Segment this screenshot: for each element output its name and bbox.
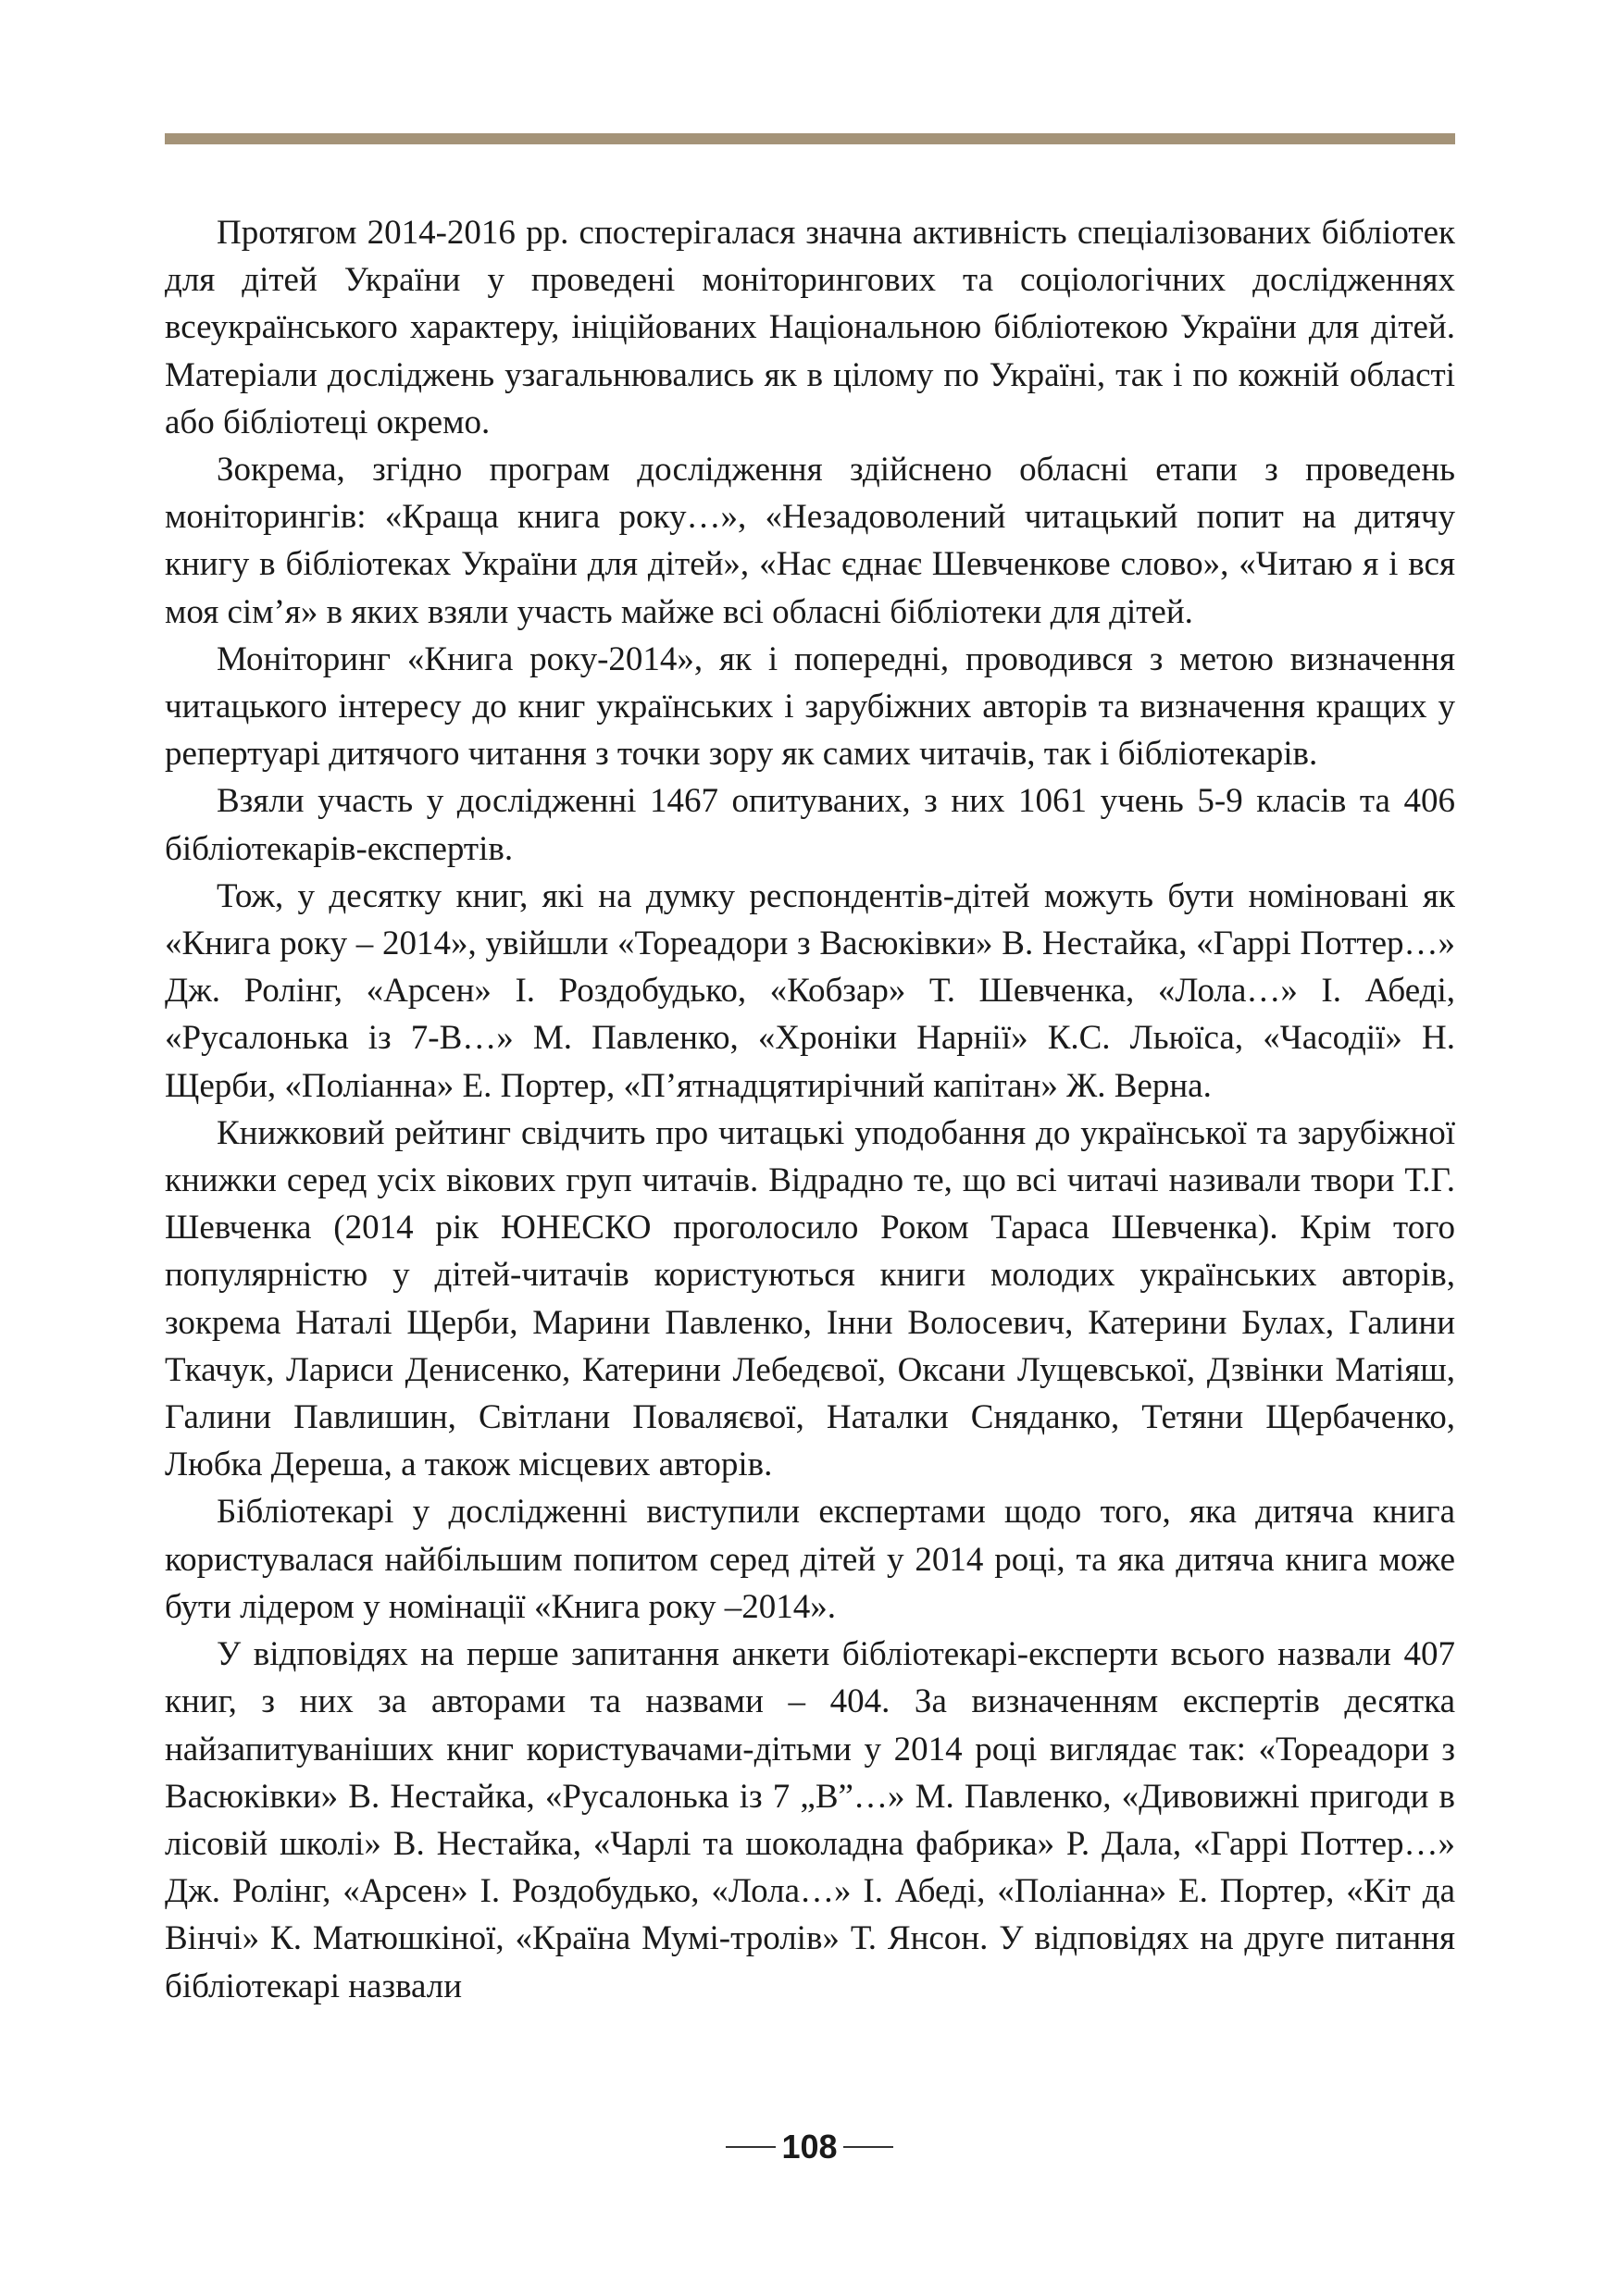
paragraph-4: Взяли участь у дослідженні 1467 опитуваних, з них 1061 учень 5-9 класів та 406 бібліотекарів-експертів. — [165, 782, 1455, 868]
footer-dash-right — [843, 2146, 893, 2148]
paragraph-3: Моніторинг «Книга року-2014», як і попередні, проводився з метою визначення читацького інтересу до книг українських і зарубіжних авторів та визначення кращих у репертуарі дитячого читання з точки зору як самих читачів, так і бібліотекарів. — [165, 639, 1455, 774]
paragraph-1: Протягом 2014-2016 рр. спостерігалася значна активність спеціалізованих бібліотек для дітей України у проведені моніторингових та соціологічних дослідженнях всеукраїнського характеру, ініційованих Національною бібліотекою України для дітей. Матеріали досліджень узагальнювались як в цілому по Україні, так і по кожній області або бібліотеці окремо. — [165, 214, 1455, 441]
paragraph-7: Бібліотекарі у дослідженні виступили експертами щодо того, яка дитяча книга користувалася найбільшим попитом серед дітей у 2014 році, та яка дитяча книга може бути лідером у номінації «Книга року –2014». — [165, 1493, 1455, 1626]
paragraph-5: Тож, у десятку книг, які на думку респондентів-дітей можуть бути номіновані як «Книга року – 2014», увійшли «Тореадори з Васюківки» В. Нестайка, «Гаррі Поттер…» Дж. Ролінг, «Арсен» І. Роздобудько, «Кобзар» Т. Шевченка, «Лола…» І. Абеді, «Русалонька із 7-В…» М. Павленко, «Хроніки Нарнії» К.С. Льюїса, «Часодії» Н. Щерби, «Поліанна» Е. Портер, «П’ятнадцятирічний капітан» Ж. Верна. — [165, 876, 1455, 1105]
header-rule — [165, 133, 1455, 144]
page-footer — [0, 2124, 1619, 2170]
paragraph-2: Зокрема, згідно програм дослідження здійснено обласні етапи з проведень моніторингів: «Краща книга року…», «Незадоволений читацький попит на дитячу книгу в бібліотеках України для дітей», «Нас єднає Шевченкове слово», «Читаю я і вся моя сім’я» в яких взяли участь майже всі обласні бібліотеки для дітей. — [165, 451, 1455, 631]
paragraph-8: У відповідях на перше запитання анкети бібліотекарі-експерти всього назвали 407 книг, з них за авторами та назвами – 404. За визначенням експертів десятка найзапитуваніших книг користувачами-дітьми у 2014 році виглядає так: «Тореадори з Васюківки» В. Нестайка, «Русалонька із 7 „В”…» М. Павленко, «Дивовижні пригоди в лісовій школі» В. Нестайка, «Чарлі та шоколадна фабрика» Р. Дала, «Гаррі Поттер…» Дж. Ролінг, «Арсен» І. Роздобудько, «Лола…» І. Абеді, «Поліанна» Е. Портер, «Кіт да Вінчі» К. Матюшкіної, «Країна Мумі-тролів» Т. Янсон. У відповідях на друге питання бібліотекарі назвали — [165, 1635, 1455, 2005]
page-number: 108 — [781, 2128, 838, 2166]
footer-dash-left — [726, 2146, 776, 2148]
page-body — [165, 209, 1455, 2010]
paragraph-6: Книжковий рейтинг свідчить про читацькі уподобання до української та зарубіжної книжки серед усіх вікових груп читачів. Відрадно те, що всі читачі називали твори Т.Г. Шевченка (2014 рік ЮНЕСКО проголосило Роком Тараса Шевченка). Крім того популярністю у дітей-читачів користуються книги молодих українських авторів, зокрема Наталі Щерби, Марини Павленко, Інни Волосевич, Катерини Булах, Галини Ткачук, Лариси Денисенко, Катерини Лебедєвої, Оксани Лущевської, Дзвінки Матіяш, Галини Павлишин, Світлани Поваляєвої, Наталки Сняданко, Тетяни Щербаченко, Любка Дереша, а також місцевих авторів. — [165, 1113, 1455, 1484]
